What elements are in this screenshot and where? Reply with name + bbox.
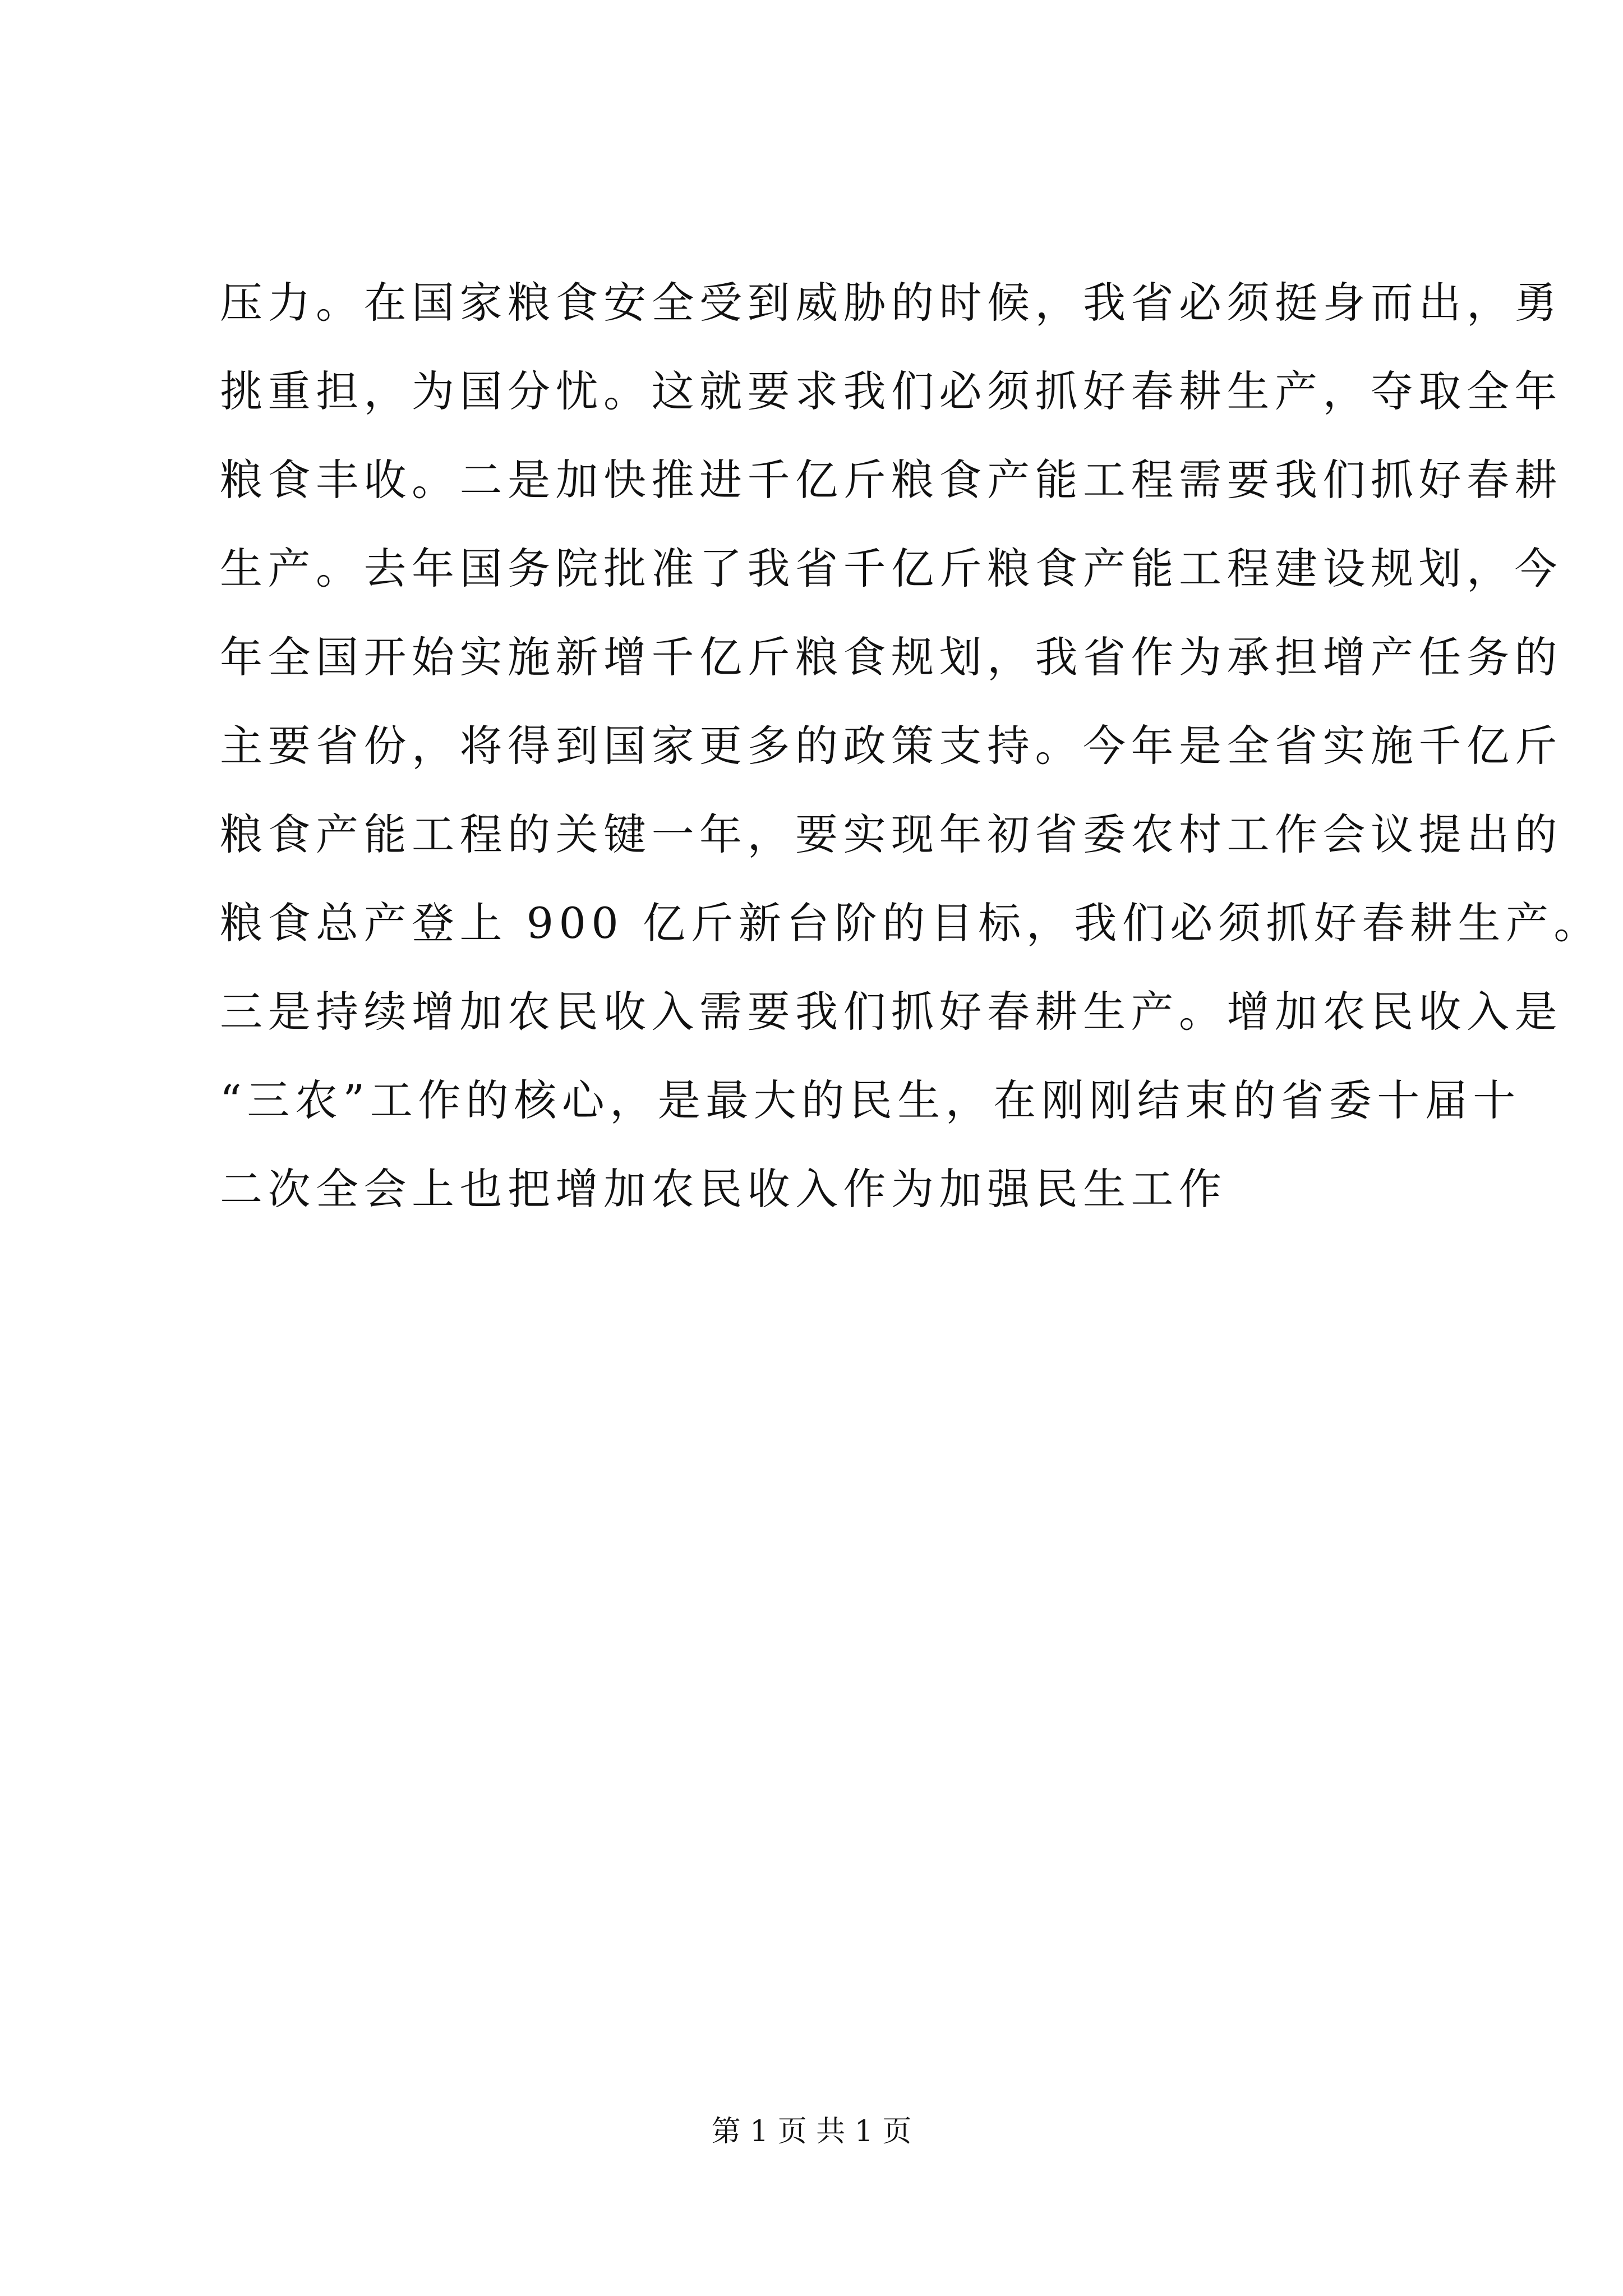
body-text-line: 粮食产能工程的关键一年，要实现年初省委农村工作会议提出的 xyxy=(220,809,1562,859)
body-text-line: 生产。去年国务院批准了我省千亿斤粮食产能工程建设规划，今 xyxy=(220,544,1562,593)
body-text-line: 主要省份，将得到国家更多的政策支持。今年是全省实施千亿斤 xyxy=(220,721,1562,771)
body-text-line: 年全国开始实施新增千亿斤粮食规划，我省作为承担增产任务的 xyxy=(220,632,1562,682)
body-text-line: 粮食总产登上 900 亿斤新台阶的目标，我们必须抓好春耕生产。 xyxy=(220,898,1602,948)
body-text-line: 粮食丰收。二是加快推进千亿斤粮食产能工程需要我们抓好春耕 xyxy=(220,455,1562,505)
body-text-line: 挑重担，为国分忧。这就要求我们必须抓好春耕生产，夺取全年 xyxy=(220,366,1562,416)
body-text-line: “三农”工作的核心，是最大的民生，在刚刚结束的省委十届十 xyxy=(220,1075,1521,1125)
body-text-line: 三是持续增加农民收入需要我们抓好春耕生产。增加农民收入是 xyxy=(220,987,1562,1037)
body-text-line: 二次全会上也把增加农民收入作为加强民生工作 xyxy=(220,1164,1227,1214)
body-text-line: 压力。在国家粮食安全受到威胁的时候，我省必须挺身而出，勇 xyxy=(220,278,1562,328)
page-number-footer: 第 1 页 共 1 页 xyxy=(711,2115,912,2148)
